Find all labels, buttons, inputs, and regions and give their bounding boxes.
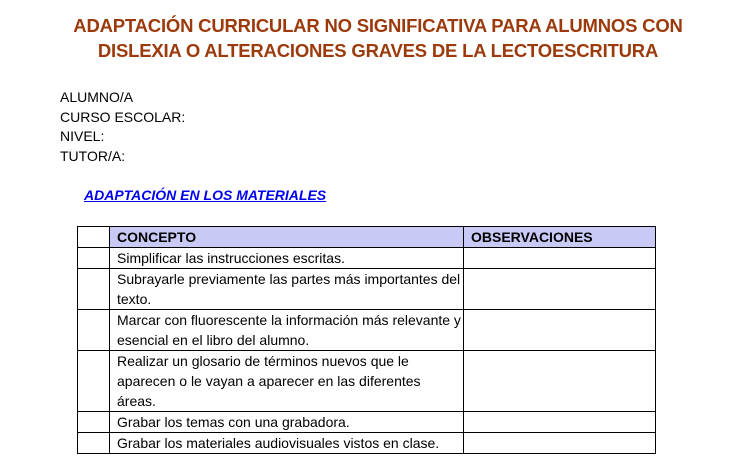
- table-row: [78, 412, 656, 433]
- title-line-2: DISLEXIA O ALTERACIONES GRAVES DE LA LECTOESCRITURA: [97, 40, 659, 61]
- field-alumno: ALUMNO/A: [60, 89, 134, 105]
- check-cell[interactable]: [78, 269, 110, 310]
- table-row: [78, 310, 656, 351]
- header-concepto: CONCEPTO: [110, 227, 464, 248]
- table-row: [78, 351, 656, 412]
- table-header-row: [78, 227, 656, 248]
- field-nivel: NIVEL:: [60, 128, 105, 144]
- check-cell[interactable]: [78, 412, 110, 433]
- observaciones-cell[interactable]: [464, 248, 656, 269]
- header-check-column: [78, 227, 110, 248]
- section-heading-materiales[interactable]: ADAPTACIÓN EN LOS MATERIALES: [84, 187, 327, 203]
- table-row: [78, 269, 656, 310]
- concepto-cell: Simplificar las instrucciones escritas.: [110, 248, 464, 269]
- observaciones-cell[interactable]: [464, 351, 656, 412]
- concepto-cell: Grabar los temas con una grabadora.: [110, 412, 464, 433]
- check-cell[interactable]: [78, 310, 110, 351]
- materials-table: [77, 226, 656, 454]
- header-observaciones: OBSERVACIONES: [464, 227, 656, 248]
- document-title: [0, 13, 756, 63]
- student-info-fields: [60, 88, 185, 166]
- field-tutor: TUTOR/A:: [60, 147, 126, 164]
- title-line-1: ADAPTACIÓN CURRICULAR NO SIGNIFICATIVA PARA ALUMNOS CON: [73, 15, 683, 36]
- concepto-cell: Marcar con fluorescente la información más relevante y esencial en el libro del alumno.: [110, 310, 464, 351]
- concepto-cell: Realizar un glosario de términos nuevos que le aparecen o le vayan a aparecer en las diferentes áreas.: [110, 351, 464, 412]
- concepto-cell: Subrayarle previamente las partes más importantes del texto.: [110, 269, 464, 310]
- observaciones-cell[interactable]: [464, 310, 656, 351]
- observaciones-cell[interactable]: [464, 412, 656, 433]
- observaciones-cell[interactable]: [464, 269, 656, 310]
- concepto-cell: Grabar los materiales audiovisuales vistos en clase.: [110, 433, 464, 454]
- check-cell[interactable]: [78, 351, 110, 412]
- table-row: [78, 433, 656, 454]
- observaciones-cell[interactable]: [464, 433, 656, 454]
- check-cell[interactable]: [78, 433, 110, 454]
- field-curso-escolar: CURSO ESCOLAR:: [60, 108, 186, 125]
- table-row: [78, 248, 656, 269]
- check-cell[interactable]: [78, 248, 110, 269]
